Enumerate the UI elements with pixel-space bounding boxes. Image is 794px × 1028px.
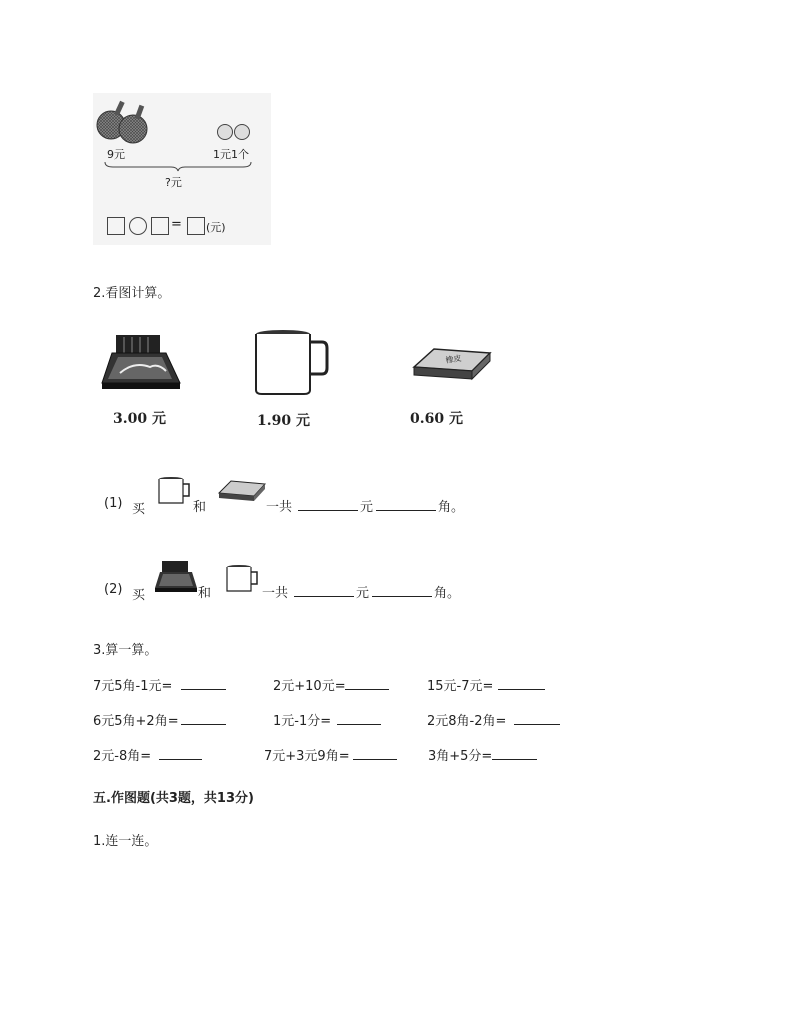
sub1-total: 一共 [266,500,293,515]
sub1-number: (1) [104,496,123,511]
answer-box[interactable] [187,217,205,235]
q2-sub1 [104,476,524,516]
q3-answer-blank[interactable] [514,712,560,725]
book-price: 3.00 元 [113,411,166,427]
q3-expression: 7元5角-1元= [93,679,173,694]
sub1-and: 和 [193,500,207,515]
sub2-buy: 买 [132,588,146,603]
q3-expression: 2元8角-2角= [427,714,507,729]
q3-expression: 7元+3元9角= [264,749,350,764]
sub2-number: (2) [104,582,123,597]
q3-answer-blank[interactable] [337,712,381,725]
q3-answer-blank[interactable] [181,677,226,690]
eraser-label: 橡皮 [445,353,463,365]
mug-price: 1.90 元 [257,413,310,429]
sub2-yuan: 元 [356,586,370,601]
q3-answer-blank[interactable] [181,712,226,725]
sub2-total: 一共 [262,586,289,601]
mug-icon [225,564,261,594]
mug-icon [157,476,193,506]
q3-expression: 3角+5分= [428,749,493,764]
book-icon [100,333,182,391]
paddle-ball-figure [93,93,271,245]
sub2-jiao-blank[interactable] [372,584,432,597]
answer-box[interactable] [107,217,125,235]
equals-sign: = [171,217,182,232]
sub1-yuan-blank[interactable] [298,498,358,511]
sub1-yuan: 元 [360,500,374,515]
q3-expression: 2元-8角= [93,749,152,764]
eraser-icon [410,345,492,383]
q3-answer-blank[interactable] [345,677,389,690]
eraser-icon [217,478,267,504]
q3-answer-blank[interactable] [492,747,537,760]
operator-circle[interactable] [129,217,147,235]
book-icon [154,560,198,594]
section5-heading: 五.作图题(共3题，共13分) [93,791,254,806]
sub2-jiao: 角。 [434,586,461,601]
section5-q1-title: 1.连一连。 [93,834,158,849]
q3-expression: 2元+10元= [273,679,346,694]
mug-icon [252,328,330,396]
q3-expression: 1元-1分= [273,714,332,729]
total-price: ?元 [165,176,182,189]
sub2-and: 和 [198,586,212,601]
q2-sub2 [104,558,524,603]
unit-label: (元) [206,221,226,234]
sub2-yuan-blank[interactable] [294,584,354,597]
sub1-buy: 买 [132,502,146,517]
q3-expression: 15元-7元= [427,679,494,694]
sub1-jiao: 角。 [438,500,465,515]
answer-box[interactable] [151,217,169,235]
q3-answer-blank[interactable] [353,747,397,760]
eraser-price: 0.60 元 [410,411,463,427]
q3-expression: 6元5角+2角= [93,714,179,729]
paddles-price: 9元 [107,148,125,161]
sub1-jiao-blank[interactable] [376,498,436,511]
q3-answer-blank[interactable] [159,747,202,760]
q3-grid [93,675,593,770]
q2-title: 2.看图计算。 [93,286,171,301]
balls-icon [216,123,252,141]
paddles-icon [95,97,155,147]
total-brace [103,160,253,172]
q3-title: 3.算一算。 [93,643,158,658]
q3-answer-blank[interactable] [498,677,545,690]
balls-price: 1元1个 [213,148,249,161]
